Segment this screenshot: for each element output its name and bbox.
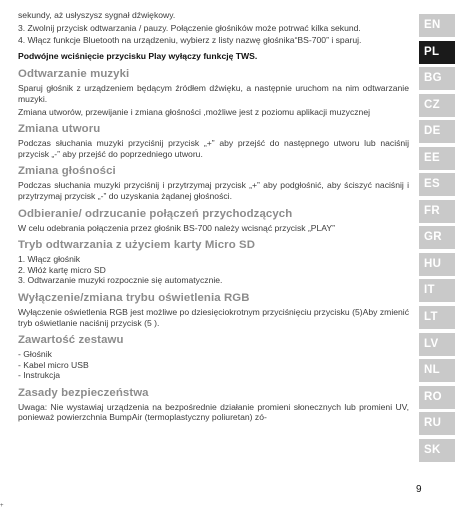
- section-paragraph: Podczas słuchania muzyki przyciśnij przycisk „+” aby przejść do następnego utworu lub naciśnij przycisk „-” aby przejść do poprzedniego utworu.: [18, 138, 409, 159]
- language-tab-nl[interactable]: NL: [419, 359, 455, 382]
- language-tab-cz[interactable]: CZ: [419, 94, 455, 117]
- section-heading: Wyłączenie/zmiana trybu oświetlenia RGB: [18, 291, 250, 304]
- section-paragraph: Wyłączenie oświetlenia RGB jest możliwe po dziesięciokrotnym przyciśnięciu przycisku (5)Aby zmienić tryb oświetlanie naciśnij przycisk (5 ).: [18, 306, 409, 328]
- language-tab-lv[interactable]: LV: [419, 333, 455, 356]
- section-volume: [18, 164, 409, 201]
- language-tab-it[interactable]: IT: [419, 279, 455, 302]
- intro-line: sekundy, aż usłyszysz sygnał dźwiękowy.: [18, 10, 176, 20]
- list-item: - Kabel micro USB: [18, 359, 89, 370]
- language-tab-bg[interactable]: BG: [419, 67, 455, 90]
- language-tab-ee[interactable]: EE: [419, 147, 455, 170]
- language-tab-sk[interactable]: SK: [419, 439, 455, 462]
- section-track-change: [18, 122, 409, 159]
- intro-step-4: 4. Włącz funkcje Bluetooth na urządzeniu, wybierz z listy nazwę głośnika“BS-700” i sparuj.: [18, 35, 362, 46]
- list-item: 1. Włącz głośnik: [18, 254, 81, 265]
- section-heading: Odtwarzanie muzyki: [18, 68, 130, 81]
- section-paragraph: Sparuj głośnik z urządzeniem będącym źródłem dźwięku, a następnie uruchom na nim odtwarzanie muzyki.: [18, 83, 409, 104]
- section-microsd: [18, 238, 409, 286]
- language-tab-gr[interactable]: GR: [419, 226, 455, 249]
- section-heading: Odbieranie/ odrzucanie połączeń przychodzących: [18, 207, 293, 220]
- language-tab-hu[interactable]: HU: [419, 253, 455, 276]
- section-heading: Zmiana utworu: [18, 123, 101, 136]
- list-item: - Instrukcja: [18, 370, 61, 381]
- intro-step-3: 3. Zwolnij przycisk odtwarzania / pauzy. Połączenie głośników może potrwać kilka sekund.: [18, 22, 361, 33]
- section-rgb: [18, 291, 409, 328]
- section-paragraph: W celu odebrania połączenia przez głośnik BS-700 należy wcisnąć przycisk „PLAY”: [18, 222, 335, 233]
- list-item: 3. Odtwarzanie muzyki rozpocznie się automatycznie.: [18, 275, 223, 286]
- section-package-contents: [18, 333, 409, 381]
- section-music-playback: [18, 67, 409, 117]
- section-paragraph: Podczas słuchania muzyki przyciśnij i przytrzymaj przycisk „+” aby podgłośnić, aby ściszyć naciśnij i przytrzymaj przycisk „-” do uzyskania żądanej głośności.: [18, 180, 409, 201]
- language-tab-fr[interactable]: FR: [419, 200, 455, 223]
- page-number: 9: [416, 484, 422, 495]
- section-heading: Zmiana głośności: [18, 165, 116, 178]
- section-heading: Zasady bezpieczeństwa: [18, 386, 149, 399]
- language-tab-pl[interactable]: PL: [419, 41, 455, 64]
- list-item: - Głośnik: [18, 349, 52, 360]
- section-paragraph: Uwaga: Nie wystawiaj urządzenia na bezpośrednie działanie promieni słonecznych lub promieni UV, ponieważ powierzchnia BumpAir (termoplastyczny poliuretan) zó-: [18, 401, 409, 423]
- section-heading: Zawartość zestawu: [18, 334, 124, 347]
- section-safety: [18, 386, 409, 423]
- language-tab-lt[interactable]: LT: [419, 306, 455, 329]
- language-tab-ru[interactable]: RU: [419, 412, 455, 435]
- language-tabs: [419, 14, 455, 465]
- manual-content: [18, 10, 409, 428]
- tws-note: Podwójne wciśnięcie przycisku Play wyłączy funkcję TWS.: [18, 50, 258, 61]
- crop-mark: +: [0, 503, 4, 509]
- language-tab-es[interactable]: ES: [419, 173, 455, 196]
- section-calls: [18, 207, 409, 234]
- list-item: 2. Włóż kartę micro SD: [18, 264, 106, 275]
- language-tab-ro[interactable]: RO: [419, 386, 455, 409]
- section-heading: Tryb odtwarzania z użyciem karty Micro SD: [18, 239, 256, 252]
- language-tab-de[interactable]: DE: [419, 120, 455, 143]
- section-paragraph: Zmiana utworów, przewijanie i zmiana głośności ,możliwe jest z poziomu aplikacji muzycznej: [18, 106, 371, 117]
- language-tab-en[interactable]: EN: [419, 14, 455, 37]
